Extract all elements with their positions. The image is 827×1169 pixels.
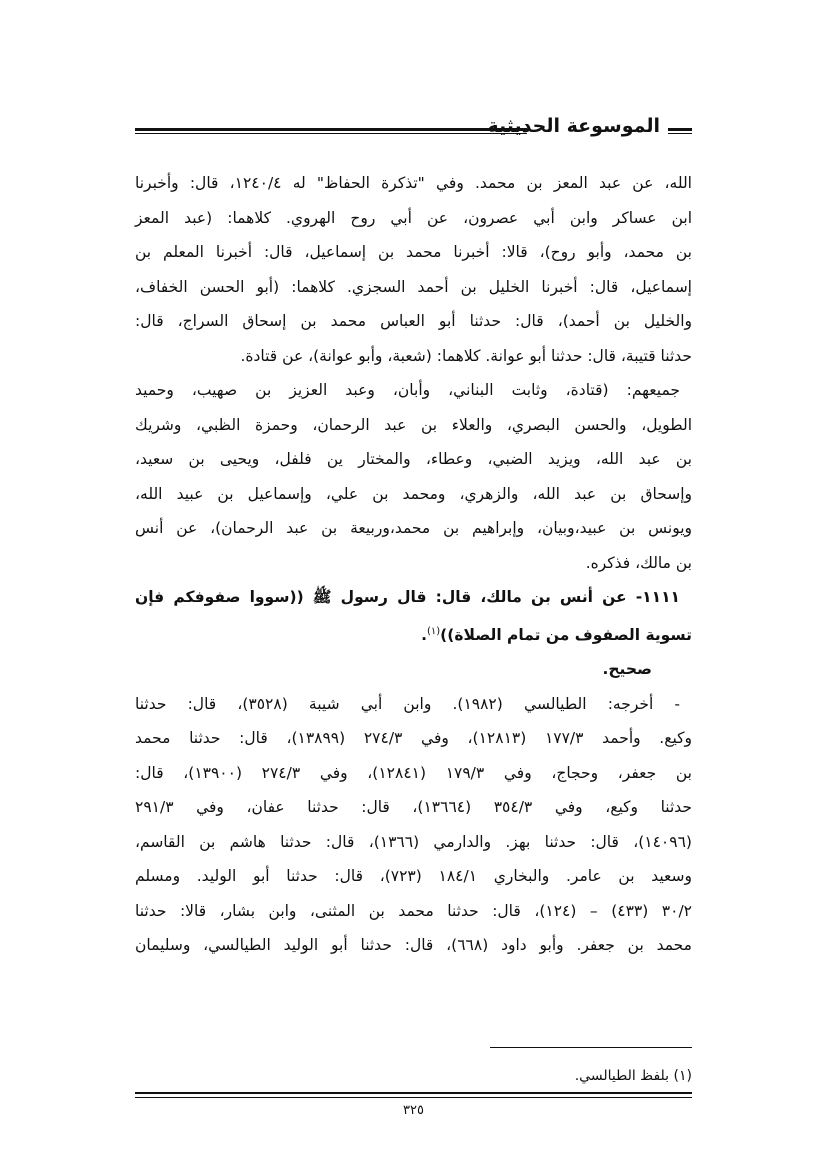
text-line: الطويل، والحسن البصري، والعلاء بن عبد الرحمان، وحمزة الظبي، وشريك xyxy=(135,415,692,434)
text-line: (١٤٠٩٦)، قال: حدثنا بهز. والدارمي (١٣٦٦)، قال: حدثنا هاشم بن القاسم، xyxy=(135,832,692,851)
text-line: إسماعيل، قال: أخبرنا الخليل بن أحمد السجزي. كلاهما: (أبو الحسن الخفاف، xyxy=(135,277,692,296)
text-line: وكيع. وأحمد ١٧٧/٣ (١٢٨١٣)، وفي ٢٧٤/٣ (١٣٨٩٩)، قال: حدثنا محمد xyxy=(135,729,692,748)
page-body xyxy=(135,166,692,963)
text-line: محمد بن جعفر. وأبو داود (٦٦٨)، قال: حدثنا أبو الوليد الطيالسي، وسليمان xyxy=(135,936,692,955)
text-line: الله، عن عبد المعز بن محمد. وفي "تذكرة الحفاظ" له ١٢٤٠/٤، قال: وأخبرنا xyxy=(135,174,692,192)
page-header xyxy=(135,112,692,140)
paragraph-2 xyxy=(135,373,692,580)
grade-text: صحيح. xyxy=(602,660,652,679)
footnote: (١) بلفظ الطيالسي. xyxy=(574,1068,692,1084)
hadith-line-1: ١١١١- عن أنس بن مالك، قال: قال رسول ﷺ ((سووا صفوفكم فإن xyxy=(135,588,680,606)
footnote-separator xyxy=(490,1047,692,1048)
text-line: بن محمد، وأبو روح)، قالا: أخبرنا محمد بن إسماعيل، قال: أخبرنا المعلم بن xyxy=(135,243,692,261)
text-line: بن مالك، فذكره. xyxy=(585,553,692,572)
text-line: وسعيد بن عامر. والبخاري ١٨٤/١ (٧٢٣)، قال: حدثنا أبو الوليد. ومسلم xyxy=(135,867,693,886)
hadith-text xyxy=(135,580,692,652)
hadith-line-2 xyxy=(135,615,692,653)
text-line: حدثنا قتيبة، قال: حدثنا أبو عوانة. كلاهما: (شعبة، وأبو عوانة)، عن قتادة. xyxy=(240,346,692,365)
text-line: - أخرجه: الطيالسي (١٩٨٢). وابن أبي شيبة (٣٥٢٨)، قال: حدثنا xyxy=(135,694,681,713)
header-rule xyxy=(135,128,527,134)
paragraph-3 xyxy=(135,687,692,963)
bottom-rule-thin xyxy=(135,1097,692,1098)
text-line: حدثنا وكيع، وفي ٣٥٤/٣ (١٣٦٦٤)، قال: حدثنا عفان، وفي ٢٩١/٣ xyxy=(135,798,692,817)
text-line: بن جعفر، وحجاج، وفي ١٧٩/٣ (١٢٨٤١)، وفي ٢٧٤/٣ (١٣٩٠٠)، قال: xyxy=(135,763,692,782)
text-line: والخليل بن أحمد)، قال: حدثنا أبو العباس محمد بن إسحاق السراج، قال: xyxy=(135,312,692,330)
header-rule-short xyxy=(668,128,692,134)
page-number: ٣٢٥ xyxy=(403,1103,424,1118)
text-line: ٣٠/٢ (٤٣٣) – (١٢٤)، قال: حدثنا محمد بن المثنى، وابن بشار، قالا: حدثنا xyxy=(135,901,692,920)
text-line: ابن عساكر وابن أبي عصرون، عن أبي روح الهروي. كلاهما: (عبد المعز xyxy=(135,208,692,227)
header-title: الموسوعة الحديثية xyxy=(487,115,660,137)
text-line: ويونس بن عبيد،وبيان، وإبراهيم بن محمد،وربيعة بن عبد الرحمان)، عن أنس xyxy=(135,519,692,537)
hadith-grade xyxy=(135,652,692,687)
text-line: جميعهم: (قتادة، وثابت البناني، وأبان، وعبد العزيز بن صهيب، وحميد xyxy=(135,381,680,399)
text-line: وإسحاق بن عبد الله، والزهري، ومحمد بن علي، وإسماعيل بن عبيد الله، xyxy=(135,484,692,503)
hadith-line-2-end: . xyxy=(421,625,427,644)
bottom-rule xyxy=(135,1092,692,1094)
hadith-line-2-text: تسوية الصفوف من تمام الصلاة)) xyxy=(440,625,692,644)
paragraph-1 xyxy=(135,166,692,373)
footnote-marker[interactable]: (١) xyxy=(426,625,441,637)
text-line: بن عبد الله، ويزيد الضبي، وعطاء، والمختار ين فلفل، ويحيى بن سعيد، xyxy=(135,450,692,468)
